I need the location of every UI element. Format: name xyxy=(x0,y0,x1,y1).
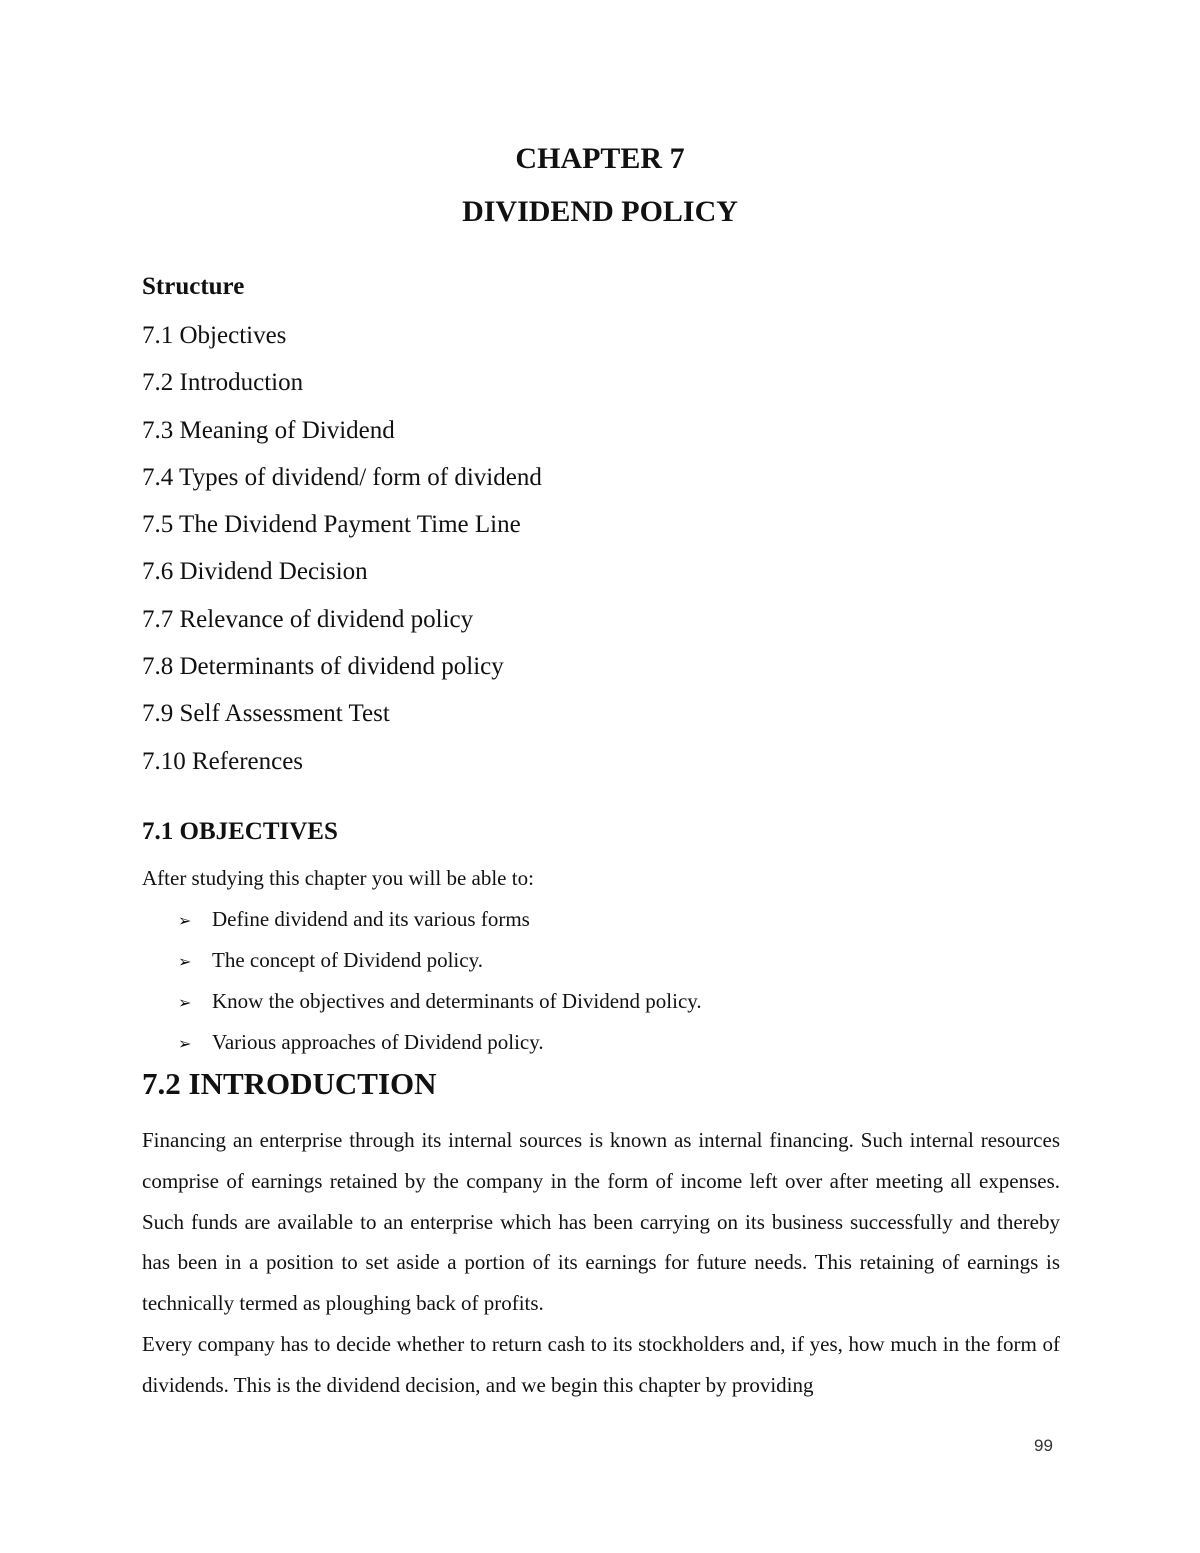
objective-text: Various approaches of Dividend policy. xyxy=(212,1030,544,1054)
introduction-paragraph: Every company has to decide whether to return cash to its stockholders and, if yes, how much in the form of dividends. This is the dividend decision, and we begin this chapter by providing xyxy=(142,1331,1060,1397)
structure-item: 7.1 Objectives xyxy=(142,322,287,349)
structure-item: 7.10 References xyxy=(142,747,304,775)
structure-item: 7.8 Determinants of dividend policy xyxy=(142,653,504,681)
arrow-bullet-icon: ➢ xyxy=(178,993,192,1012)
page-number: 99 xyxy=(1034,1436,1053,1455)
objective-text: Define dividend and its various forms xyxy=(212,907,530,931)
chapter-number: CHAPTER 7 xyxy=(515,142,685,175)
arrow-bullet-icon: ➢ xyxy=(178,911,192,930)
objectives-heading: 7.1 OBJECTIVES xyxy=(142,818,338,845)
structure-item: 7.7 Relevance of dividend policy xyxy=(142,605,474,633)
introduction-heading: 7.2 INTRODUCTION xyxy=(142,1066,437,1101)
structure-item: 7.6 Dividend Decision xyxy=(142,558,368,586)
objective-item xyxy=(178,947,702,988)
structure-item: 7.9 Self Assessment Test xyxy=(142,700,390,728)
structure-item: 7.2 Introduction xyxy=(142,369,304,397)
structure-heading: Structure xyxy=(142,273,245,300)
arrow-bullet-icon: ➢ xyxy=(178,1034,192,1053)
structure-item: 7.5 The Dividend Payment Time Line xyxy=(142,511,521,539)
objective-item xyxy=(178,1029,702,1070)
objectives-intro: After studying this chapter you will be able to: xyxy=(142,866,534,890)
arrow-bullet-icon: ➢ xyxy=(178,952,192,971)
structure-list xyxy=(142,321,542,794)
structure-item: 7.4 Types of dividend/ form of dividend xyxy=(142,463,542,491)
introduction-paragraph: Financing an enterprise through its internal sources is known as internal financing. Such internal resources comprise of earnings retained by the company in the form of income left over after meeting all expenses. Such funds are available to an enterprise which has been carrying on its business successfully and thereby has been in a position to set aside a portion of its earnings for future needs. This retaining of earnings is technically termed as ploughing back of profits. xyxy=(142,1128,1060,1316)
objective-item xyxy=(178,988,702,1029)
chapter-title: DIVIDEND POLICY xyxy=(462,195,738,228)
objective-text: Know the objectives and determinants of Dividend policy. xyxy=(212,989,702,1013)
objective-text: The concept of Dividend policy. xyxy=(212,948,483,972)
objective-item xyxy=(178,906,702,947)
structure-item: 7.3 Meaning of Dividend xyxy=(142,416,395,444)
introduction-body xyxy=(142,1120,1060,1406)
objectives-list xyxy=(178,906,702,1070)
